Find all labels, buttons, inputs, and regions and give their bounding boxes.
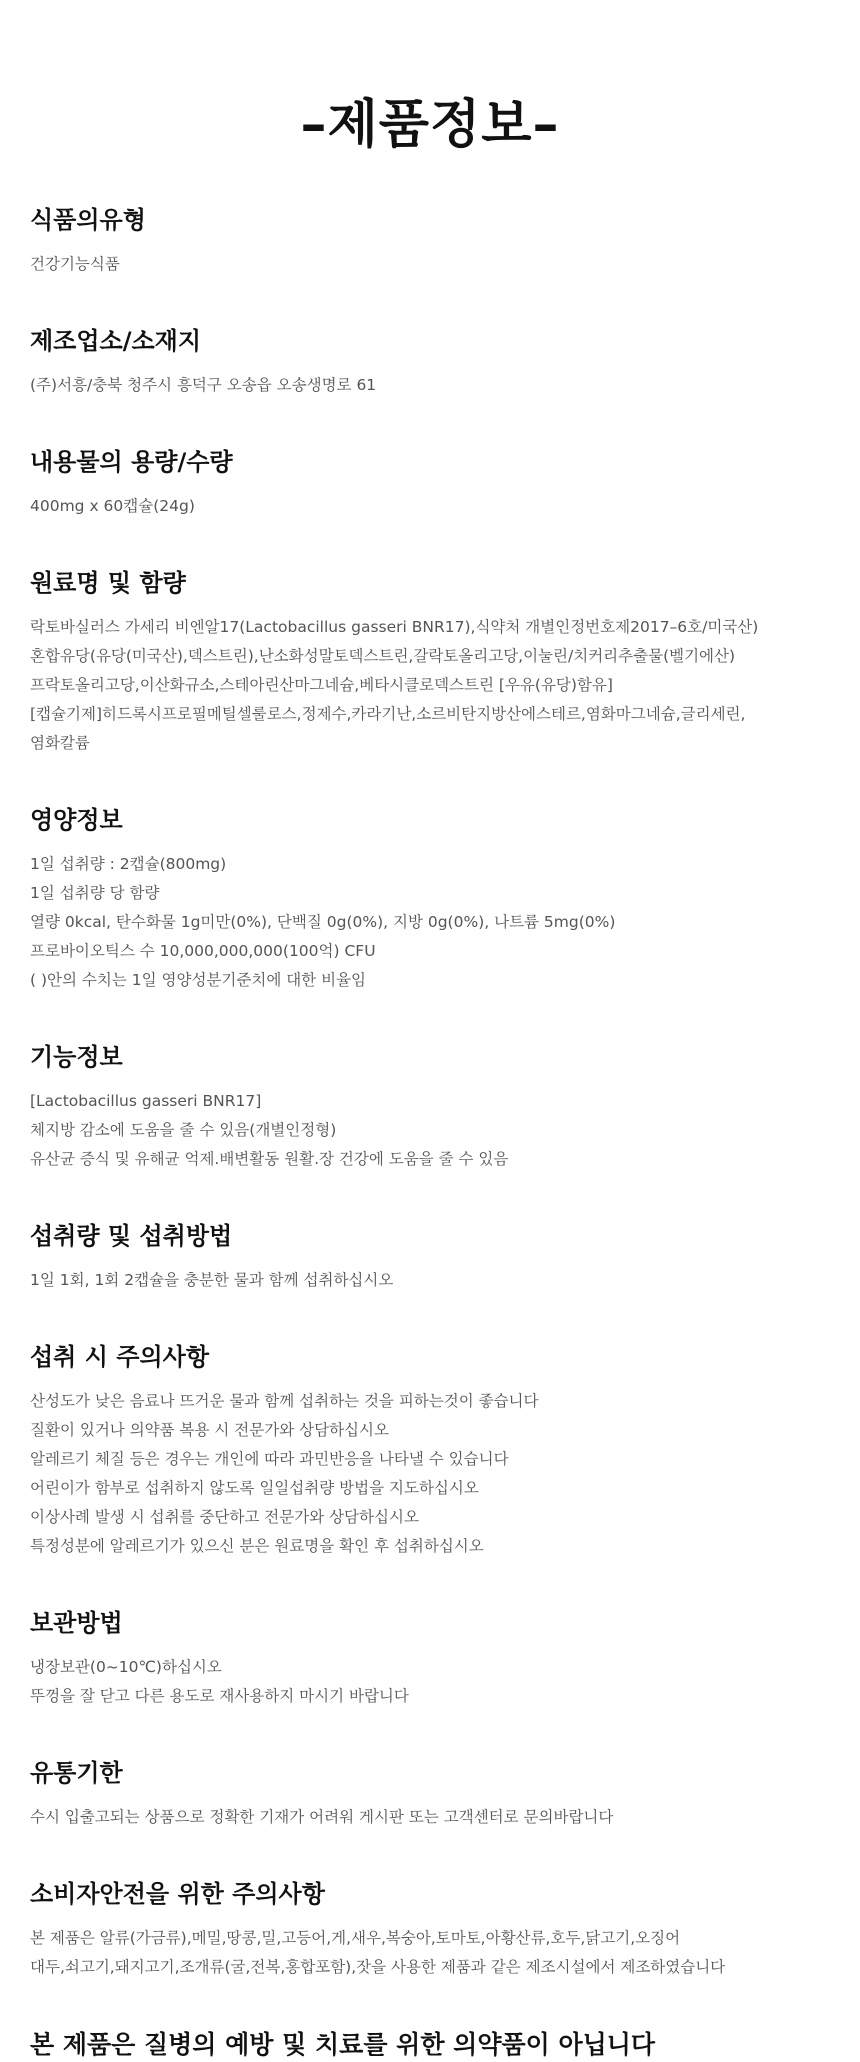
section-heading: 보관방법	[30, 1609, 123, 1637]
section-text-line: [Lactobacillus gasseri BNR17]	[30, 1092, 262, 1110]
section-text-line: [캡슐기제]히드록시프로필메틸셀룰로스,정제수,카라기난,소르비탄지방산에스테르,염화마그네슘,글리세린,	[30, 705, 746, 723]
section-text-line: 프락토올리고당,이산화규소,스테아린산마그네슘,베타시클로덱스트린 [우유(유당)함유]	[30, 676, 613, 694]
info-section	[30, 1757, 830, 1832]
section-text-line: 열량 0kcal, 탄수화물 1g미만(0%), 단백질 0g(0%), 지방 0g(0%), 나트륨 5mg(0%)	[30, 913, 616, 931]
section-text-line: 특정성분에 알레르기가 있으신 분은 원료명을 확인 후 섭취하십시오	[30, 1537, 484, 1555]
section-text-line: 수시 입출고되는 상품으로 정확한 기재가 어려워 게시판 또는 고객센터로 문의바랍니다	[30, 1808, 614, 1826]
section-text-line: 체지방 감소에 도움을 줄 수 있음(개별인정형)	[30, 1121, 337, 1139]
section-text-line: 이상사례 발생 시 섭취를 중단하고 전문가와 상담하십시오	[30, 1508, 419, 1526]
not-medicine-notice: 본 제품은 질병의 예방 및 치료를 위한 의약품이 아닙니다	[30, 2030, 656, 2059]
info-section	[30, 1878, 830, 1982]
section-heading: 유통기한	[30, 1759, 123, 1787]
section-text-line: 어린이가 함부로 섭취하지 않도록 일일섭취량 방법을 지도하십시오	[30, 1479, 479, 1497]
section-text-line: 질환이 있거나 의약품 복용 시 전문가와 상담하십시오	[30, 1421, 389, 1439]
section-heading: 제조업소/소재지	[30, 327, 202, 355]
section-text-line: 락토바실러스 가세리 비엔알17(Lactobacillus gasseri BNR17),식약처 개별인정번호제2017–6호/미국산)	[30, 618, 759, 636]
section-heading: 내용물의 용량/수량	[30, 448, 233, 476]
section-heading: 원료명 및 함량	[30, 569, 186, 597]
section-text-line: 건강기능식품	[30, 255, 120, 273]
section-heading: 영양정보	[30, 806, 123, 834]
info-section	[30, 1220, 830, 1295]
section-text-line: 냉장보관(0~10℃)하십시오	[30, 1658, 222, 1676]
info-section	[30, 446, 830, 521]
section-heading: 섭취량 및 섭취방법	[30, 1222, 233, 1250]
section-text-line: 산성도가 낮은 음료나 뜨거운 물과 함께 섭취하는 것을 피하는것이 좋습니다	[30, 1392, 539, 1410]
section-heading: 기능정보	[30, 1043, 123, 1071]
info-section	[30, 1607, 830, 1711]
section-text-line: 혼합유당(유당(미국산),덱스트린),난소화성말토덱스트린,갈락토올리고당,이눌린/치커리추출물(벨기에산)	[30, 647, 736, 665]
section-text-line: 본 제품은 알류(가금류),메밀,땅콩,밀,고등어,게,새우,복숭아,토마토,아황산류,호두,닭고기,오징어	[30, 1929, 681, 1947]
section-text-line: 400mg x 60캡슐(24g)	[30, 497, 195, 515]
section-text-line: 대두,쇠고기,돼지고기,조개류(굴,전복,홍합포함),잣을 사용한 제품과 같은 제조시설에서 제조하였습니다	[30, 1958, 726, 1976]
section-heading: 소비자안전을 위한 주의사항	[30, 1880, 325, 1908]
product-info-sections	[30, 204, 830, 1982]
page-title: –제품정보–	[300, 95, 560, 155]
info-section	[30, 1341, 830, 1561]
info-section	[30, 567, 830, 758]
section-text-line: (주)서흥/충북 청주시 흥덕구 오송읍 오송생명로 61	[30, 376, 377, 394]
section-text-line: 뚜껑을 잘 닫고 다른 용도로 재사용하지 마시기 바랍니다	[30, 1687, 409, 1705]
section-heading: 식품의유형	[30, 206, 146, 234]
section-text-line: 염화칼륨	[30, 734, 90, 752]
section-text-line: 1일 섭취량 당 함량	[30, 884, 160, 902]
section-heading: 섭취 시 주의사항	[30, 1343, 209, 1371]
section-text-line: 1일 1회, 1회 2캡슐을 충분한 물과 함께 섭취하십시오	[30, 1271, 394, 1289]
section-text-line: 1일 섭취량 : 2캡슐(800mg)	[30, 855, 227, 873]
section-text-line: ( )안의 수치는 1일 영양성분기준치에 대한 비율임	[30, 971, 367, 989]
info-section	[30, 1041, 830, 1174]
section-text-line: 알레르기 체질 등은 경우는 개인에 따라 과민반응을 나타낼 수 있습니다	[30, 1450, 509, 1468]
section-text-line: 유산균 증식 및 유해균 억제.배변활동 원활.장 건강에 도움을 줄 수 있음	[30, 1150, 509, 1168]
section-text-line: 프로바이오틱스 수 10,000,000,000(100억) CFU	[30, 942, 376, 960]
info-section	[30, 325, 830, 400]
info-section	[30, 204, 830, 279]
info-section	[30, 804, 830, 995]
